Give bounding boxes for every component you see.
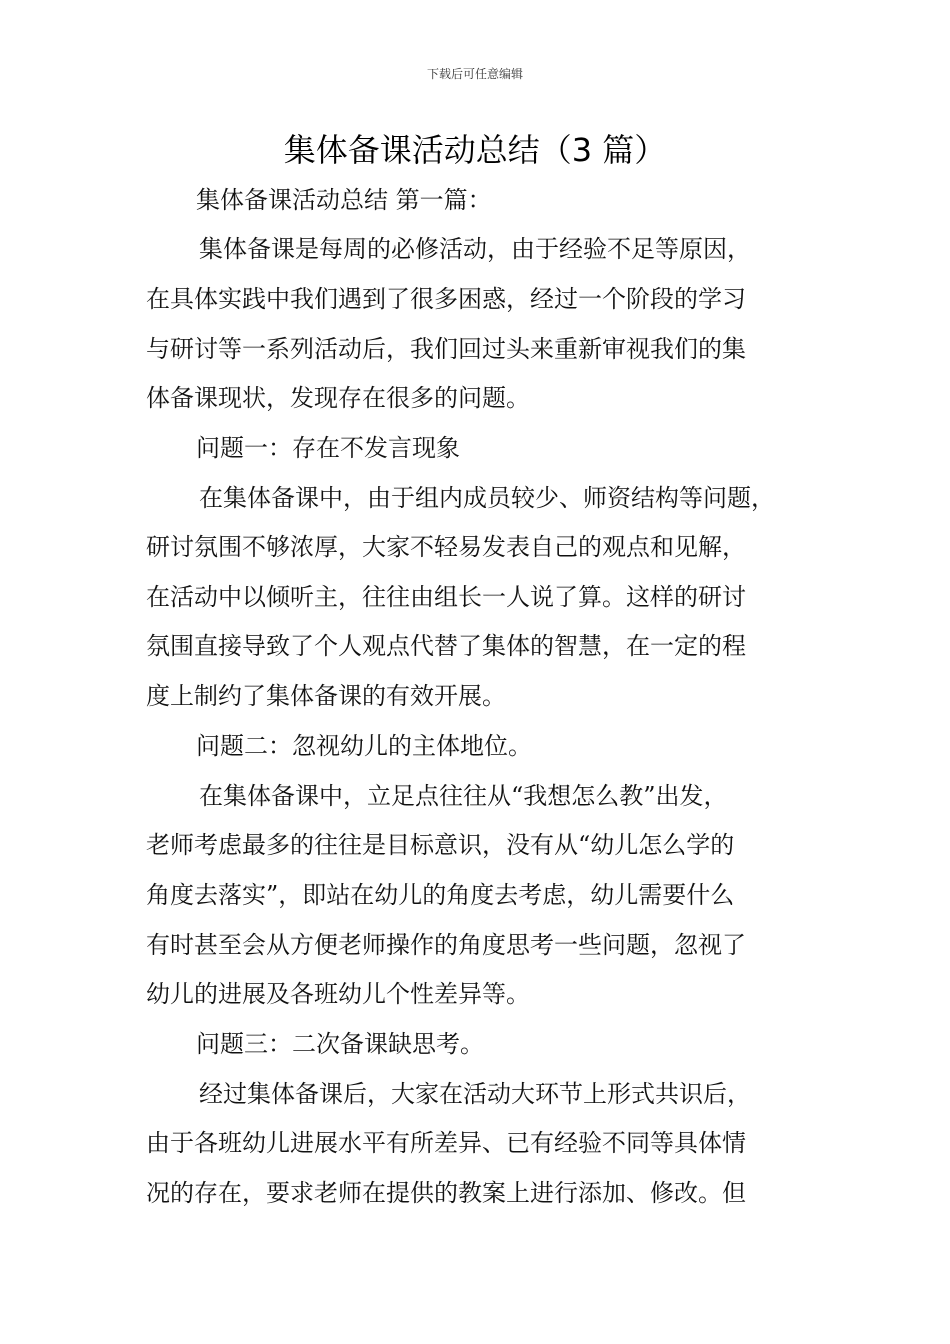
paragraph-line: 在集体备课中，立足点往往从“我想怎么教”出发， bbox=[199, 782, 728, 810]
section-subtitle: 集体备课活动总结 第一篇： bbox=[196, 186, 492, 214]
paragraph-line: 度上制约了集体备课的有效开展。 bbox=[146, 682, 506, 710]
paragraph-line: 体备课现状，发现存在很多的问题。 bbox=[146, 384, 530, 412]
paragraph-line: 与研讨等一系列活动后，我们回过头来重新审视我们的集 bbox=[146, 335, 746, 363]
paragraph-line: 氛围直接导致了个人观点代替了集体的智慧，在一定的程 bbox=[146, 632, 746, 660]
problem-heading: 问题二：忽视幼儿的主体地位。 bbox=[196, 732, 532, 760]
paragraph-line: 有时甚至会从方便老师操作的角度思考一些问题，忽视了 bbox=[146, 931, 746, 959]
paragraph-line: 集体备课是每周的必修活动，由于经验不足等原因， bbox=[199, 235, 751, 263]
paragraph-line: 幼儿的进展及各班幼儿个性差异等。 bbox=[146, 980, 530, 1008]
paragraph-line: 由于各班幼儿进展水平有所差异、已有经验不同等具体情 bbox=[146, 1129, 746, 1157]
paragraph-line: 在活动中以倾听主，往往由组长一人说了算。这样的研讨 bbox=[146, 583, 746, 611]
paragraph-line: 老师考虑最多的往往是目标意识，没有从“幼儿怎么学的 bbox=[146, 831, 735, 859]
paragraph-line: 研讨氛围不够浓厚，大家不轻易发表自己的观点和见解， bbox=[146, 533, 746, 561]
document-title: 集体备课活动总结（3 篇） bbox=[283, 131, 667, 169]
problem-heading: 问题一：存在不发言现象 bbox=[196, 434, 460, 462]
paragraph-line: 在具体实践中我们遇到了很多困惑，经过一个阶段的学习 bbox=[146, 285, 746, 313]
header-note: 下载后可任意编辑 bbox=[426, 67, 523, 81]
paragraph-line: 经过集体备课后，大家在活动大环节上形式共识后， bbox=[199, 1080, 751, 1108]
paragraph-line: 角度去落实”，即站在幼儿的角度去考虑，幼儿需要什么 bbox=[146, 881, 735, 909]
problem-heading: 问题三：二次备课缺思考。 bbox=[196, 1030, 484, 1058]
paragraph-line: 况的存在，要求老师在提供的教案上进行添加、修改。但 bbox=[146, 1179, 746, 1207]
paragraph-line: 在集体备课中，由于组内成员较少、师资结构等问题， bbox=[199, 484, 775, 512]
